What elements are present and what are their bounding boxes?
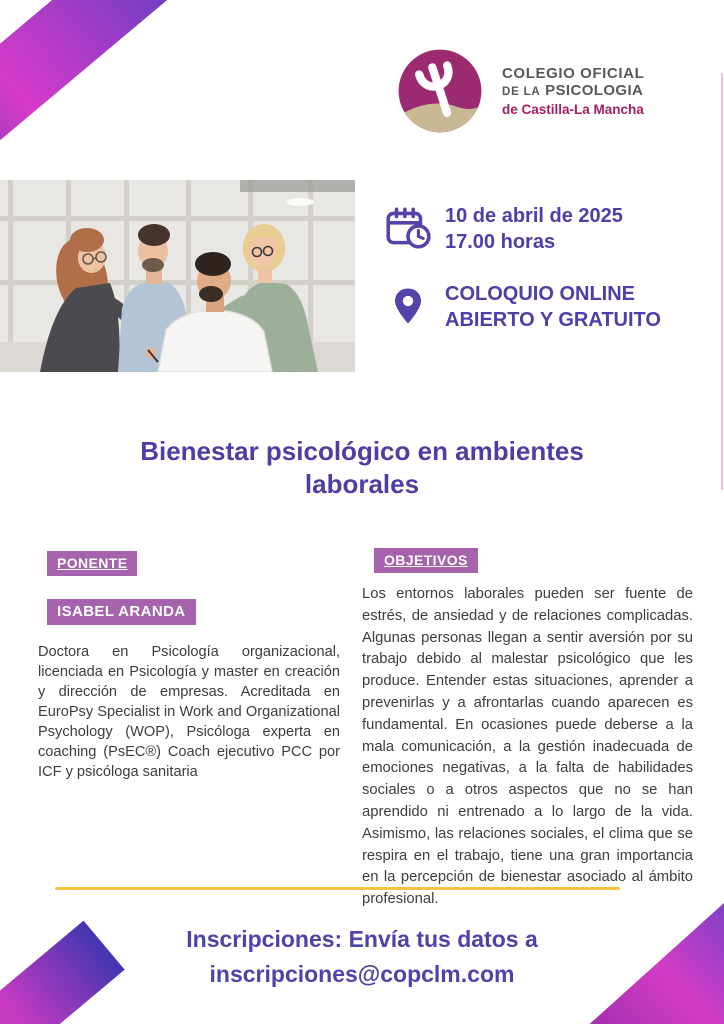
objetivos-section-label: OBJETIVOS <box>374 548 478 573</box>
logo-line3: de Castilla-La Mancha <box>502 101 644 117</box>
inscriptions-block <box>0 922 724 992</box>
inscriptions-line1: Inscripciones: Envía tus datos a <box>186 926 538 952</box>
event-mode-line2: ABIERTO Y GRATUITO <box>445 309 661 331</box>
event-date-line1: 10 de abril de 2025 <box>445 205 623 227</box>
team-photo <box>0 180 355 372</box>
event-date-row <box>383 203 703 255</box>
logo-line2-small: DE LA <box>502 85 541 98</box>
calendar-clock-icon <box>383 203 433 253</box>
page-title-line2: laborales <box>304 469 420 499</box>
event-date-text <box>445 203 623 255</box>
org-logo-text <box>502 65 644 118</box>
speaker-name-badge: ISABEL ARANDA <box>47 599 196 625</box>
logo-line2 <box>502 82 644 101</box>
page-title-line1: Bienestar psicológico en ambientes <box>140 436 584 466</box>
objectives-text: Los entornos laborales pueden ser fuente de estrés, de ansiedad y de relaciones complicadas. Algunas personas llegan a sentir aversión por su trabajo debido al malestar psicológico que les produce. Entender estas situaciones, aprender a prevenirlas y a afrontarlas cuando aparecen es fundamental. En ocasiones puede deberse a la mala comunicación, a la gestión inadecuada de emociones negativas, a la falta de habilidades sociales o a otros aspectos que no se han aprendido ni entrenado a lo largo de la vida. Asimismo, las relaciones sociales, el clima que se respira en el trabajo, tiene una gran importancia en la percepción de bienestar asociado al ámbito profesional. <box>362 586 693 908</box>
location-pin-icon <box>383 281 433 331</box>
speaker-bio: Doctora en Psicología organizacional, licenciada en Psicología y master en creación y dirección de empresas. Acreditada en EuroPsy Specialist in Work and Organizational Psychology (WOP), Psicóloga experta en coaching (PsEC®) Coach ejecutivo PCC por ICF y psicóloga sanitaria <box>38 644 340 780</box>
ponente-section-label: PONENTE <box>47 551 137 576</box>
page-title <box>0 435 724 501</box>
right-edge-accent-line <box>721 73 723 490</box>
psi-logo-icon <box>394 45 486 137</box>
inscriptions-email: inscripciones@copclm.com <box>209 961 515 987</box>
logo-line1: COLEGIO OFICIAL <box>502 64 645 82</box>
event-date-line2: 17.00 horas <box>445 231 556 253</box>
event-mode-row <box>383 281 703 333</box>
yellow-divider <box>55 887 620 890</box>
org-logo <box>394 45 644 137</box>
event-mode-text <box>445 281 661 333</box>
corner-ribbon-top-left <box>0 0 195 170</box>
logo-line2-big: PSICOLOGIA <box>545 81 644 99</box>
event-mode-line1: COLOQUIO ONLINE <box>445 283 635 305</box>
event-info <box>383 203 703 359</box>
